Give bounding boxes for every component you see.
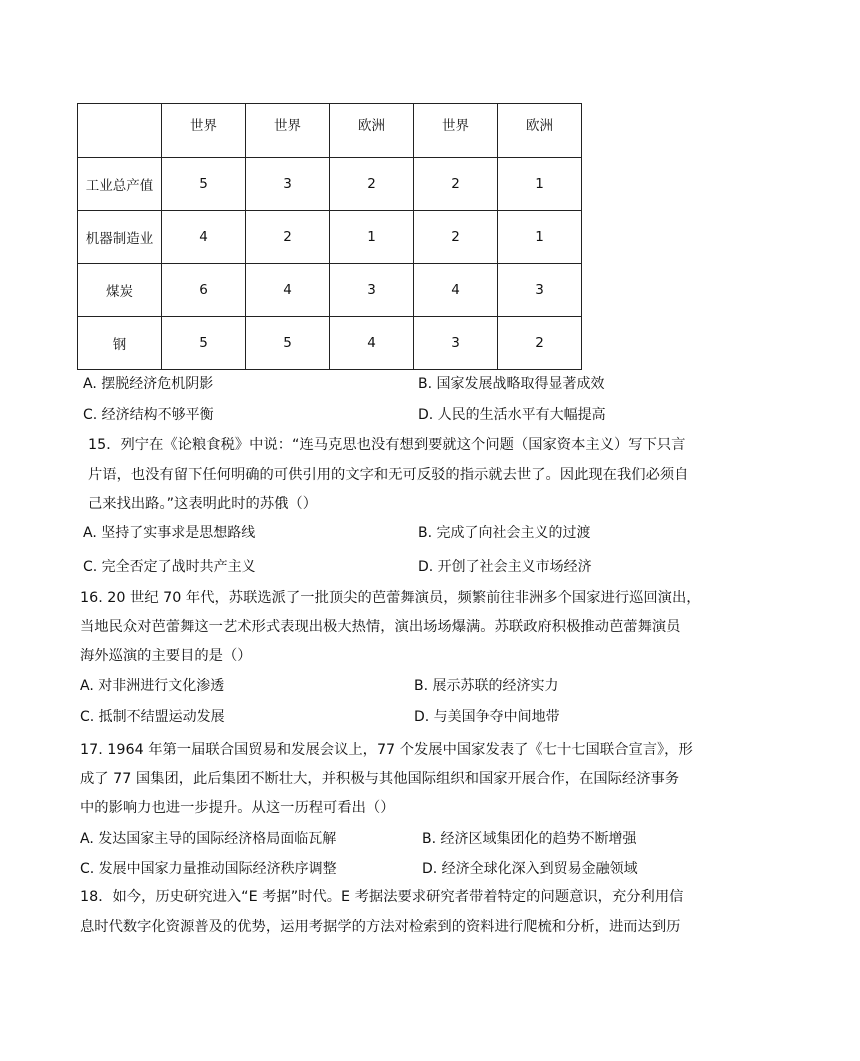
q16-stem-line: 当地民众对芭蕾舞这一艺术形式表现出极大热情，演出场场爆满。苏联政府积极推动芭蕾舞演员 [80, 619, 681, 635]
table-cell: 5 [162, 317, 246, 370]
q16-option-d: D. 与美国争夺中间地带 [414, 709, 560, 725]
table-row [78, 158, 582, 211]
table-cell: 3 [414, 317, 498, 370]
q14-option-d: D. 人民的生活水平有大幅提高 [418, 407, 606, 423]
table-cell: 5 [246, 317, 330, 370]
table-cell: 1 [330, 211, 414, 264]
q15-option-b: B. 完成了向社会主义的过渡 [418, 525, 591, 541]
table-header-cell: 世界 [246, 104, 330, 158]
q16-stem-line: 海外巡演的主要目的是（） [80, 648, 252, 664]
q17-option-a: A. 发达国家主导的国际经济格局面临瓦解 [80, 831, 337, 847]
statistics-table [77, 103, 582, 370]
table-row [78, 211, 582, 264]
table-row [78, 264, 582, 317]
q17-stem-line: 中的影响力也进一步提升。从这一历程可看出（） [80, 800, 395, 816]
row-label: 工业总产值 [78, 158, 162, 211]
table-cell: 4 [330, 317, 414, 370]
table-cell: 5 [162, 158, 246, 211]
q14-option-b: B. 国家发展战略取得显著成效 [418, 376, 605, 392]
table-header-cell: 欧洲 [498, 104, 582, 158]
q17-stem-line: 17. 1964 年第一届联合国贸易和发展会议上，77 个发展中国家发表了《七十七国联合宣言》，形 [80, 742, 693, 758]
row-label: 煤炭 [78, 264, 162, 317]
q16-stem-line: 16. 20 世纪 70 年代，苏联选派了一批顶尖的芭蕾舞演员，频繁前往非洲多个国家进行巡回演出， [80, 590, 701, 606]
table-cell: 3 [498, 264, 582, 317]
q16-option-b: B. 展示苏联的经济实力 [414, 678, 559, 694]
table-cell: 2 [414, 211, 498, 264]
q14-option-c: C. 经济结构不够平衡 [83, 407, 214, 423]
q17-option-b: B. 经济区域集团化的趋势不断增强 [422, 831, 637, 847]
table-cell: 4 [162, 211, 246, 264]
table-cell: 4 [246, 264, 330, 317]
table-cell: 2 [246, 211, 330, 264]
table-cell: 3 [330, 264, 414, 317]
q15-stem-line: 己来找出路。”这表明此时的苏俄（） [88, 496, 318, 512]
q14-option-a: A. 摆脱经济危机阴影 [83, 376, 214, 392]
table-header-cell: 世界 [414, 104, 498, 158]
row-label: 机器制造业 [78, 211, 162, 264]
q17-option-c: C. 发展中国家力量推动国际经济秩序调整 [80, 861, 337, 877]
q18-stem-line: 息时代数字化资源普及的优势，运用考据学的方法对检索到的资料进行爬梳和分析，进而达到历 [80, 919, 681, 935]
q16-option-c: C. 抵制不结盟运动发展 [80, 709, 225, 725]
table-cell: 2 [498, 317, 582, 370]
table-header-row [78, 104, 582, 158]
q17-stem-line: 成了 77 国集团，此后集团不断壮大，并积极与其他国际组织和国家开展合作，在国际经济事务 [80, 771, 680, 787]
q15-option-d: D. 开创了社会主义市场经济 [418, 559, 592, 575]
q18-stem-line: 18．如今，历史研究进入“E 考据”时代。E 考据法要求研究者带着特定的问题意识，充分利用信 [80, 889, 684, 905]
table-cell: 3 [246, 158, 330, 211]
table-cell: 1 [498, 211, 582, 264]
table-cell: 1 [498, 158, 582, 211]
q15-stem-line: 片语，也没有留下任何明确的可供引用的文字和无可反驳的指示就去世了。因此现在我们必须自 [88, 467, 689, 483]
table-cell: 2 [414, 158, 498, 211]
row-label: 钢 [78, 317, 162, 370]
table-header-cell: 世界 [162, 104, 246, 158]
table-header-cell: 欧洲 [330, 104, 414, 158]
q15-option-a: A. 坚持了实事求是思想路线 [83, 525, 256, 541]
q15-option-c: C. 完全否定了战时共产主义 [83, 559, 256, 575]
q15-stem-line: 15．列宁在《论粮食税》中说：“连马克思也没有想到要就这个问题（国家资本主义）写下只言 [88, 437, 686, 453]
q17-option-d: D. 经济全球化深入到贸易金融领域 [422, 861, 638, 877]
q16-option-a: A. 对非洲进行文化渗透 [80, 678, 225, 694]
table-row [78, 317, 582, 370]
table-cell: 6 [162, 264, 246, 317]
table-cell: 4 [414, 264, 498, 317]
table-cell: 2 [330, 158, 414, 211]
table-header-cell [78, 104, 162, 158]
